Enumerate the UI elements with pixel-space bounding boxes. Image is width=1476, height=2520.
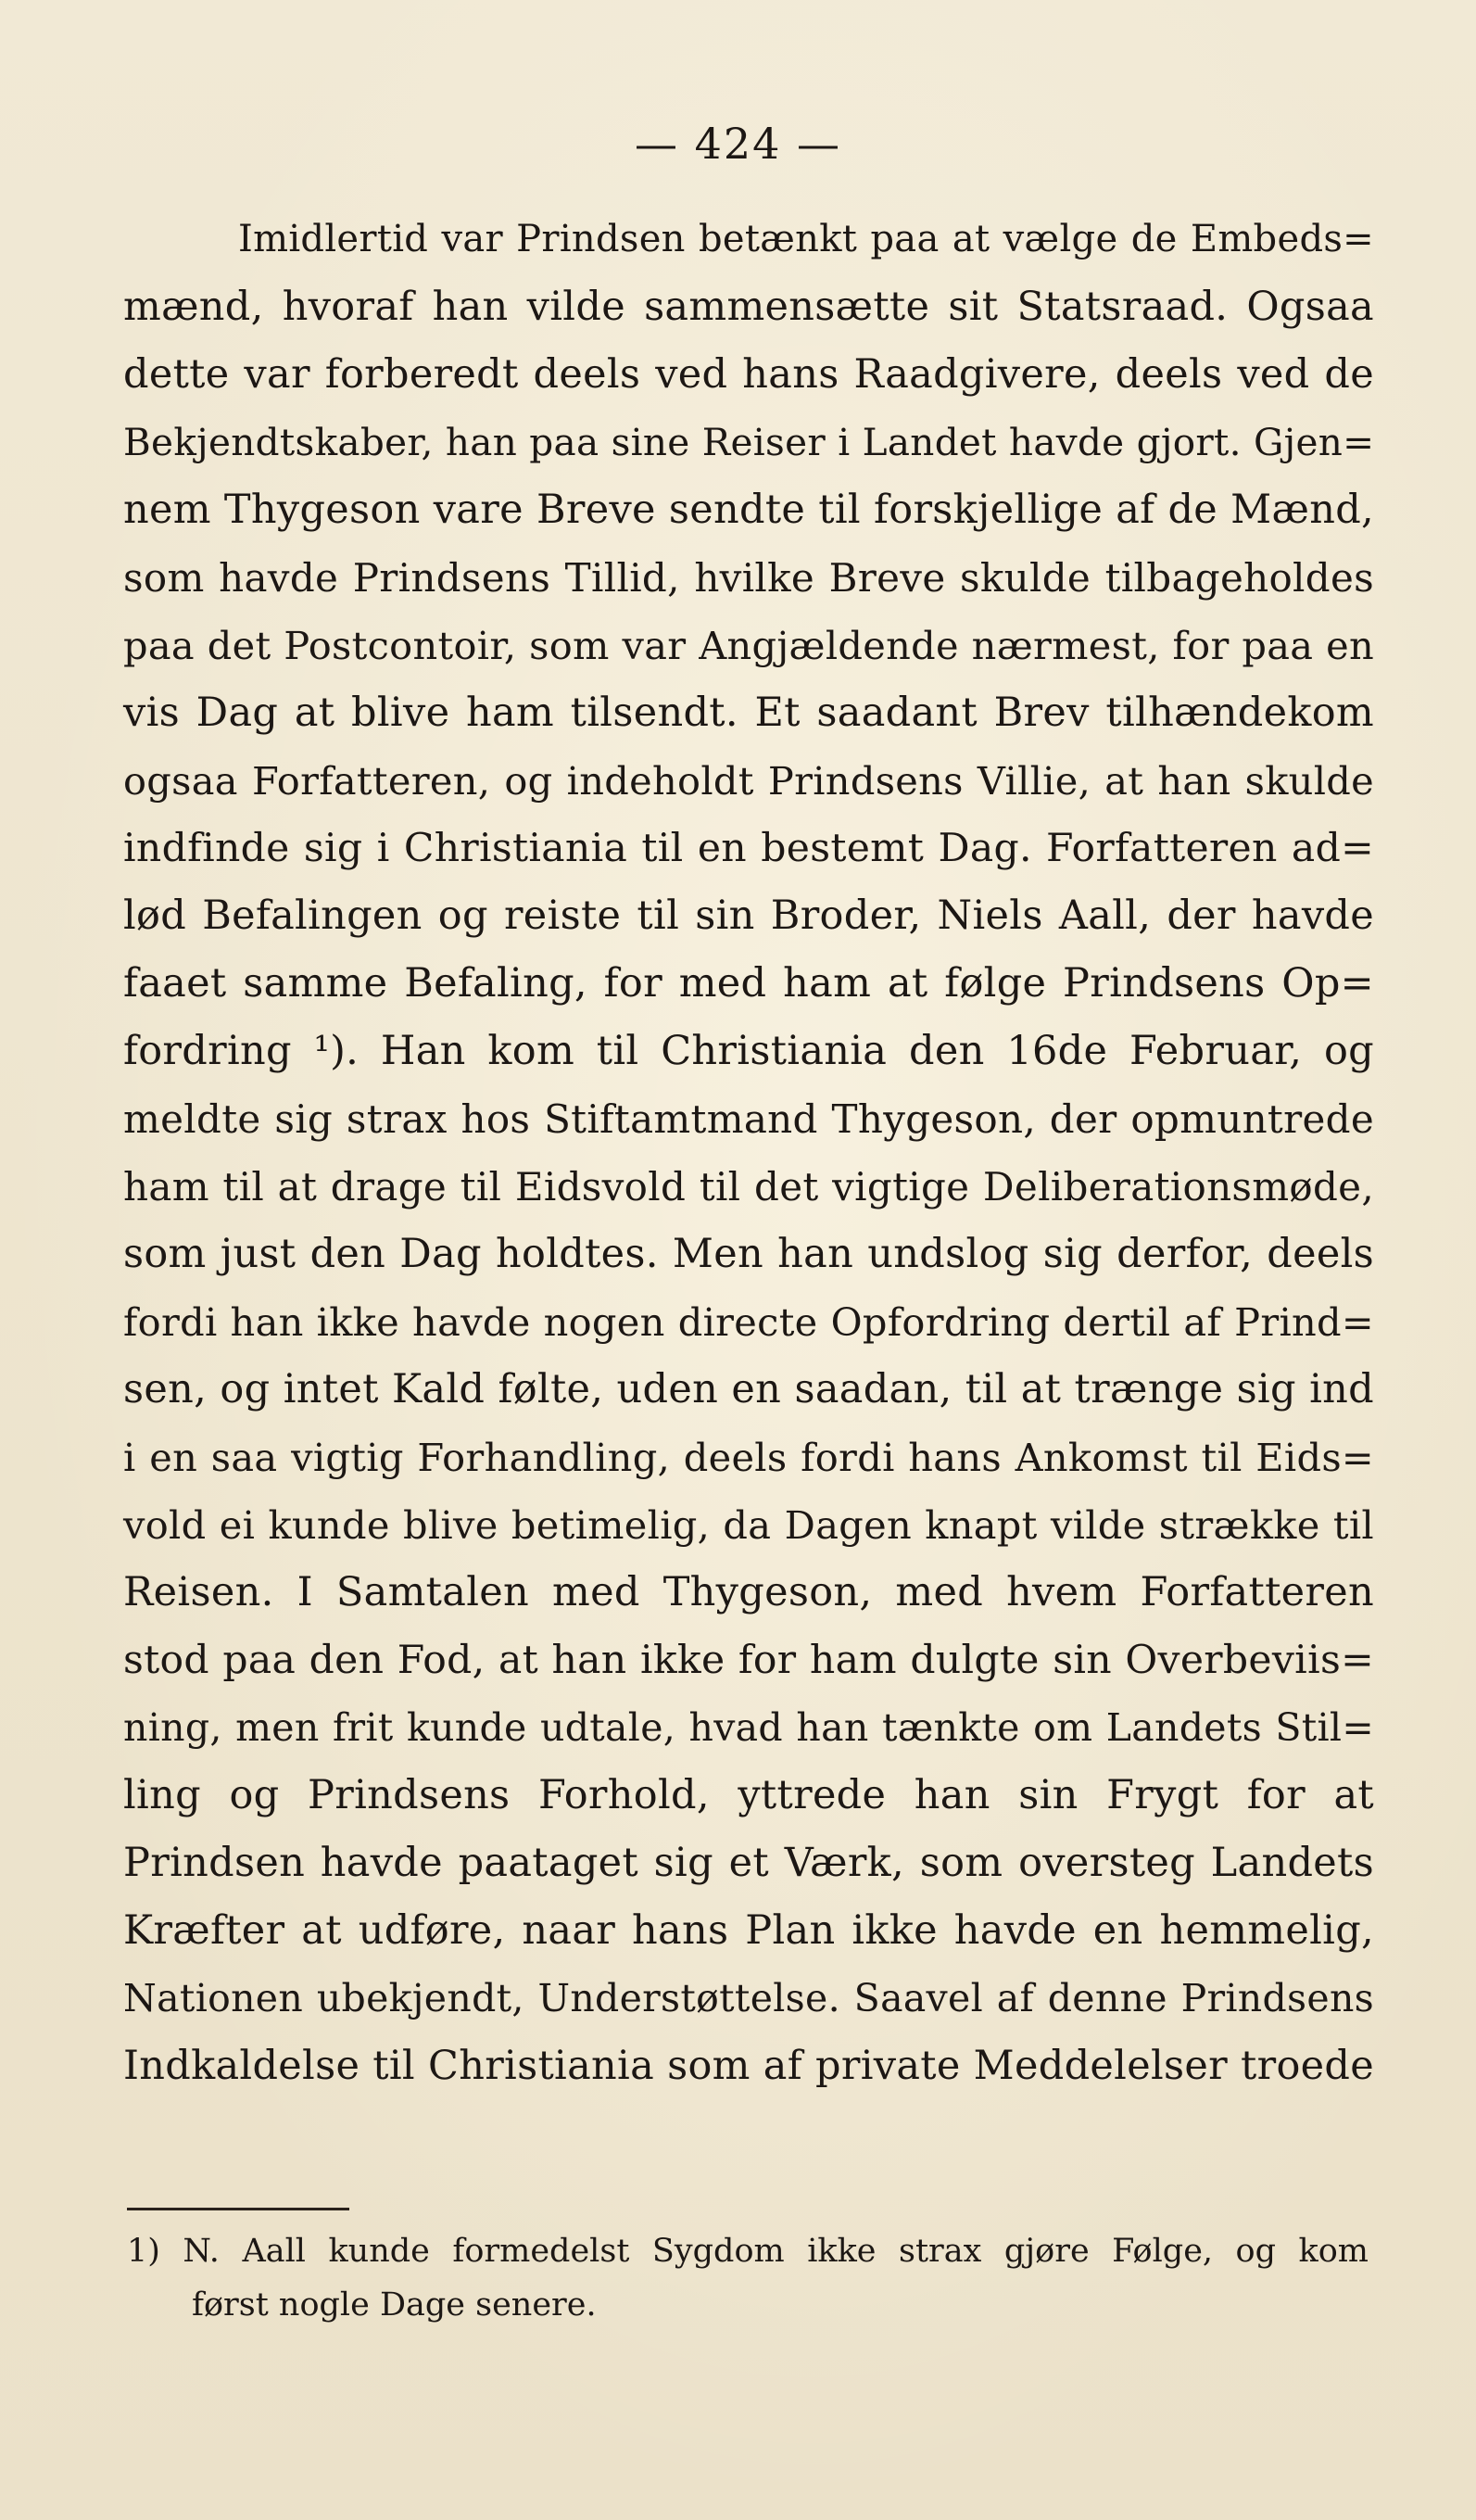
text-line: sen, og intet Kald følte, uden en saadan, til at trænge sig ind — [123, 1366, 1374, 1412]
text-line: Bekjendtskaber, han paa sine Reiser i Landet havde gjort. Gjen= — [123, 420, 1375, 464]
text-line: Imidlertid var Prindsen betænkt paa at vælge de Embeds= — [238, 218, 1374, 260]
text-line: nem Thygeson vare Breve sendte til forskjellige af de Mænd, — [123, 487, 1374, 533]
footnote-line: 1) N. Aall kunde formedelst Sygdom ikke strax gjøre Følge, og kom — [127, 2233, 1369, 2270]
text-line: Reisen. I Samtalen med Thygeson, med hvem Forfatteren — [123, 1569, 1374, 1615]
footnote-line: først nogle Dage senere. — [192, 2286, 597, 2324]
text-line: Nationen ubekjendt, Understøttelse. Saavel af denne Prindsens — [123, 1976, 1374, 2020]
text-line: lød Befalingen og reiste til sin Broder, Niels Aall, der havde — [123, 893, 1374, 939]
text-line: stod paa den Fod, at han ikke for ham dulgte sin Overbeviis= — [123, 1638, 1374, 1683]
footnotes — [127, 2224, 1369, 2332]
text-line: Prindsen havde paataget sig et Værk, som oversteg Landets — [123, 1840, 1374, 1886]
text-line: Kræfter at udføre, naar hans Plan ikke havde en hemmelig, — [123, 1907, 1374, 1954]
text-line: vis Dag at blive ham tilsendt. Et saadant Brev tilhændekom — [123, 690, 1374, 736]
text-line: Indkaldelse til Christiania som af private Meddelelser troede — [123, 2043, 1374, 2089]
text-line: i en saa vigtig Forhandling, deels fordi hans Ankomst til Eids= — [123, 1435, 1374, 1480]
text-line: faaet samme Befaling, for med ham at følge Prindsens Op= — [123, 960, 1374, 1007]
text-line: meldte sig strax hos Stiftamtmand Thygeson, der opmuntrede — [123, 1096, 1374, 1142]
text-line: vold ei kunde blive betimelig, da Dagen knapt vilde strække til — [123, 1502, 1374, 1548]
text-line: ogsaa Forfatteren, og indeholdt Prindsens Villie, at han skulde — [123, 758, 1374, 804]
text-line: mænd, hvoraf han vilde sammensætte sit Statsraad. Ogsaa — [123, 284, 1374, 330]
text-line: dette var forberedt deels ved hans Raadgivere, deels ved de — [123, 351, 1374, 398]
text-line: som havde Prindsens Tillid, hvilke Breve skulde tilbageholdes — [123, 555, 1374, 601]
text-line: paa det Postcontoir, som var Angjældende nærmest, for paa en — [123, 623, 1374, 668]
text-line: ling og Prindsens Forhold, yttrede han sin Frygt for at — [123, 1772, 1374, 1818]
page-number: — 424 — — [634, 119, 842, 169]
text-line: ham til at drage til Eidsvold til det vigtige Deliberationsmøde, — [123, 1164, 1374, 1209]
text-line: som just den Dag holdtes. Men han undslog sig derfor, deels — [123, 1231, 1374, 1277]
text-line: fordi han ikke havde nogen directe Opfordring dertil af Prind= — [123, 1299, 1374, 1345]
text-line: indfinde sig i Christiania til en bestemt Dag. Forfatteren ad= — [123, 826, 1374, 871]
text-line: ning, men frit kunde udtale, hvad han tænkte om Landets Stil= — [123, 1705, 1374, 1750]
text-line: fordring ¹). Han kom til Christiania den 16de Februar, og — [123, 1028, 1374, 1074]
footnote-divider — [127, 2208, 349, 2210]
body-text — [123, 206, 1374, 2100]
